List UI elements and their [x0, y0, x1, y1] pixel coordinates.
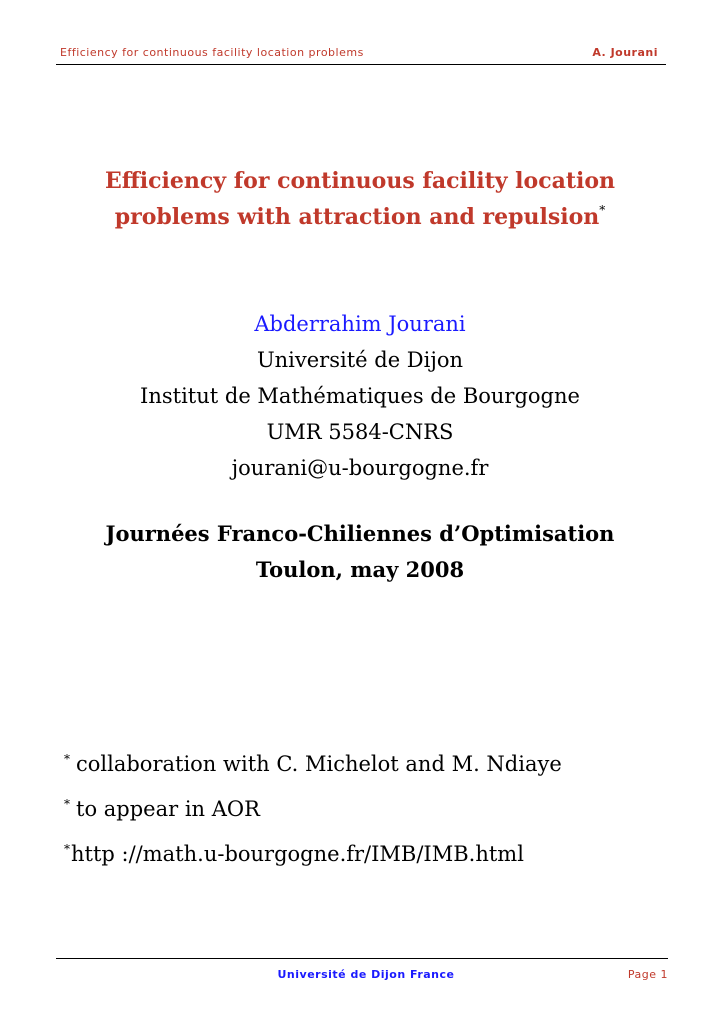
author-umr: UMR 5584-CNRS — [266, 420, 454, 444]
event-block — [0, 516, 720, 588]
footnotes — [64, 742, 684, 877]
footnote-item — [64, 742, 684, 787]
footer-institution: Université de Dijon France — [277, 968, 455, 981]
title-line-2: problems with attraction and repulsion* — [114, 203, 606, 230]
author-email: jourani@u-bourgogne.fr — [231, 456, 489, 480]
footnote-marker: * — [64, 797, 70, 811]
running-footer — [56, 968, 668, 986]
author-name: Abderrahim Jourani — [254, 312, 466, 336]
footer-page-number: Page 1 — [627, 968, 668, 981]
footnote-text: http ://math.u-bourgogne.fr/IMB/IMB.html — [71, 842, 524, 866]
author-block — [0, 306, 720, 486]
footnote-text: collaboration with C. Michelot and M. Ndiaye — [76, 752, 562, 776]
header-rule — [56, 64, 666, 65]
author-university: Université de Dijon — [256, 348, 464, 372]
footnote-item — [64, 832, 684, 877]
event-name: Journées Franco-Chiliennes d’Optimisation — [105, 521, 615, 546]
event-place-date: Toulon, may 2008 — [255, 557, 465, 582]
author-institute: Institut de Mathématiques de Bourgogne — [140, 384, 580, 408]
title-footnote-marker: * — [599, 203, 606, 217]
footnote-item — [64, 787, 684, 832]
footer-rule — [56, 958, 668, 959]
running-header — [56, 44, 666, 62]
slide-title — [0, 163, 720, 235]
header-title: Efficiency for continuous facility location problems — [60, 46, 364, 59]
header-author: A. Jourani — [592, 46, 658, 59]
footnote-text: to appear in AOR — [76, 797, 260, 821]
footnote-marker: * — [64, 752, 70, 766]
footnote-marker: * — [64, 842, 70, 856]
title-line-1: Efficiency for continuous facility location — [104, 168, 616, 194]
